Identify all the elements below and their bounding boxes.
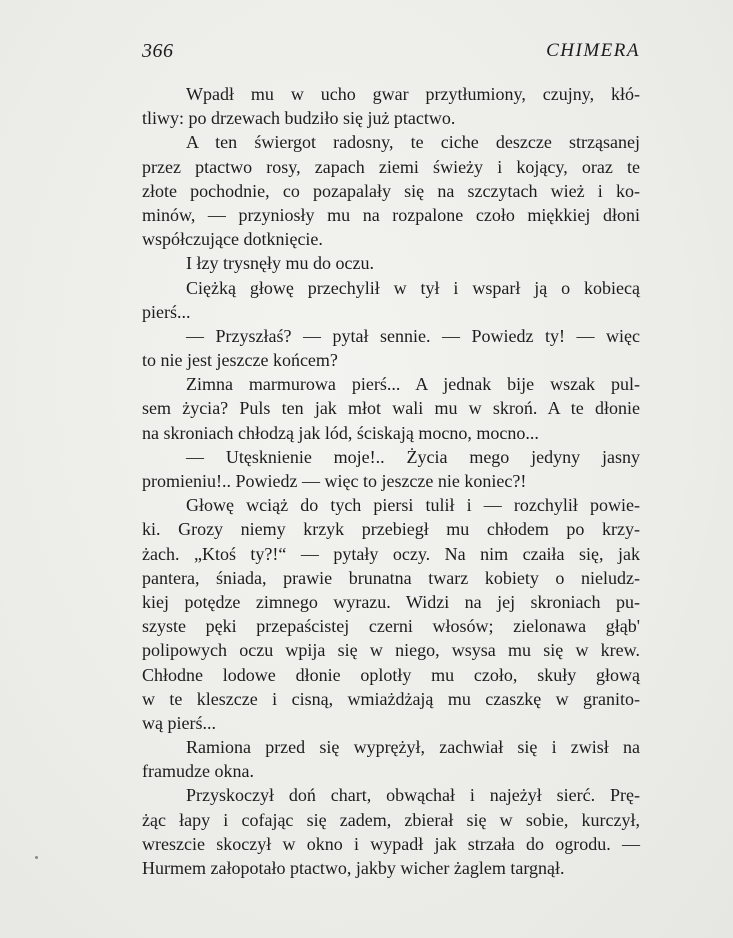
text-line: Wpadł mu w ucho gwar przytłumiony, czujny, kłó- bbox=[186, 84, 640, 104]
text-line: Ramiona przed się wyprężył, zachwiał się i zwisł na bbox=[186, 737, 640, 758]
text-line: minów, — przyniosły mu na rozpalone czoło miękkiej dłoni bbox=[142, 204, 640, 225]
text-line: promieniu!.. Powiedz — więc to jeszcze nie koniec?! bbox=[142, 471, 527, 491]
paragraph bbox=[142, 735, 640, 783]
paragraph bbox=[142, 276, 640, 324]
paragraph bbox=[142, 783, 640, 880]
paragraph bbox=[142, 251, 640, 275]
page-header bbox=[142, 40, 640, 68]
paragraph bbox=[142, 324, 640, 372]
text-line: kiej potędze zimnego wyrazu. Widzi na jej skroniach pu- bbox=[142, 591, 640, 612]
paragraph bbox=[142, 130, 640, 251]
text-line: Głowę wciąż do tych piersi tulił i — rozchylił powie- bbox=[186, 495, 640, 516]
text-line: Hurmem załopotało ptactwo, jakby wicher żaglem targnął. bbox=[142, 858, 565, 878]
text-line: — Utęsknienie moje!.. Życia mego jedyny jasny bbox=[186, 446, 640, 467]
page-number: 366 bbox=[142, 40, 174, 62]
text-line: I łzy trysnęły mu do oczu. bbox=[186, 253, 374, 274]
text-line: przez ptactwo rosy, zapach ziemi świeży i kojący, oraz te bbox=[142, 156, 640, 177]
text-line: na skroniach chłodzą jak lód, ściskają mocno, mocno... bbox=[142, 422, 539, 443]
text-line: A ten świergot radosny, te ciche deszcze strząsanej bbox=[186, 132, 640, 153]
paragraph bbox=[142, 372, 640, 445]
text-line: szyste pęki przepaścistej czerni włosów; zielonawa głąb' bbox=[142, 616, 640, 637]
text-line: Zimna marmurowa pierś... A jednak bije wszak pul- bbox=[186, 374, 640, 395]
text-line: wą pierś... bbox=[142, 712, 216, 733]
text-line: ki. Grozy niemy krzyk przebiegł mu chłodem po krzy- bbox=[142, 519, 640, 540]
text-line: sem życia? Puls ten jak młot wali mu w skroń. A te dłonie bbox=[142, 398, 640, 419]
text-line: tliwy: po drzewach budziło się już ptactwo. bbox=[142, 108, 456, 129]
text-line: pantera, śniada, prawie brunatna twarz kobiety o nieludz- bbox=[142, 567, 640, 588]
text-line: Chłodne lodowe dłonie oplotły mu czoło, skuły głową bbox=[142, 664, 640, 685]
text-line: Przyskoczył doń chart, obwąchał i najeżył sierć. Prę- bbox=[186, 785, 640, 806]
text-line: wreszcie skoczył w okno i wypadł jak strzała do ogrodu. — bbox=[142, 833, 640, 854]
paper-speck bbox=[35, 856, 38, 859]
text-line: polipowych oczu wpija się w niego, wsysa mu się w krew. bbox=[142, 640, 640, 661]
text-line: złote pochodnie, co pozapalały się na szczytach wież i ko- bbox=[142, 180, 640, 201]
text-line: żąc łapy i cofając się zadem, zbierał się w sobie, kurczył, bbox=[142, 809, 640, 830]
text-line: pierś... bbox=[142, 301, 191, 322]
text-line: framudze okna. bbox=[142, 761, 254, 782]
text-line: żach. „Ktoś ty?!“ — pytały oczy. Na nim czaiła się, jak bbox=[142, 543, 640, 564]
paragraph bbox=[142, 445, 640, 493]
running-title: CHIMERA bbox=[546, 40, 640, 61]
paragraph bbox=[142, 82, 640, 130]
text-line: w te kleszcze i cisną, wmiażdżają mu czaszkę w granito- bbox=[142, 688, 640, 709]
text-line: współczujące dotknięcie. bbox=[142, 229, 323, 250]
text-line: Ciężką głowę przechylił w tył i wsparł ją o kobiecą bbox=[186, 277, 640, 298]
paragraph bbox=[142, 493, 640, 735]
text-line: — Przyszłaś? — pytał sennie. — Powiedz ty! — więc bbox=[186, 325, 640, 346]
text-line: to nie jest jeszcze końcem? bbox=[142, 350, 338, 371]
body-text bbox=[142, 82, 640, 880]
